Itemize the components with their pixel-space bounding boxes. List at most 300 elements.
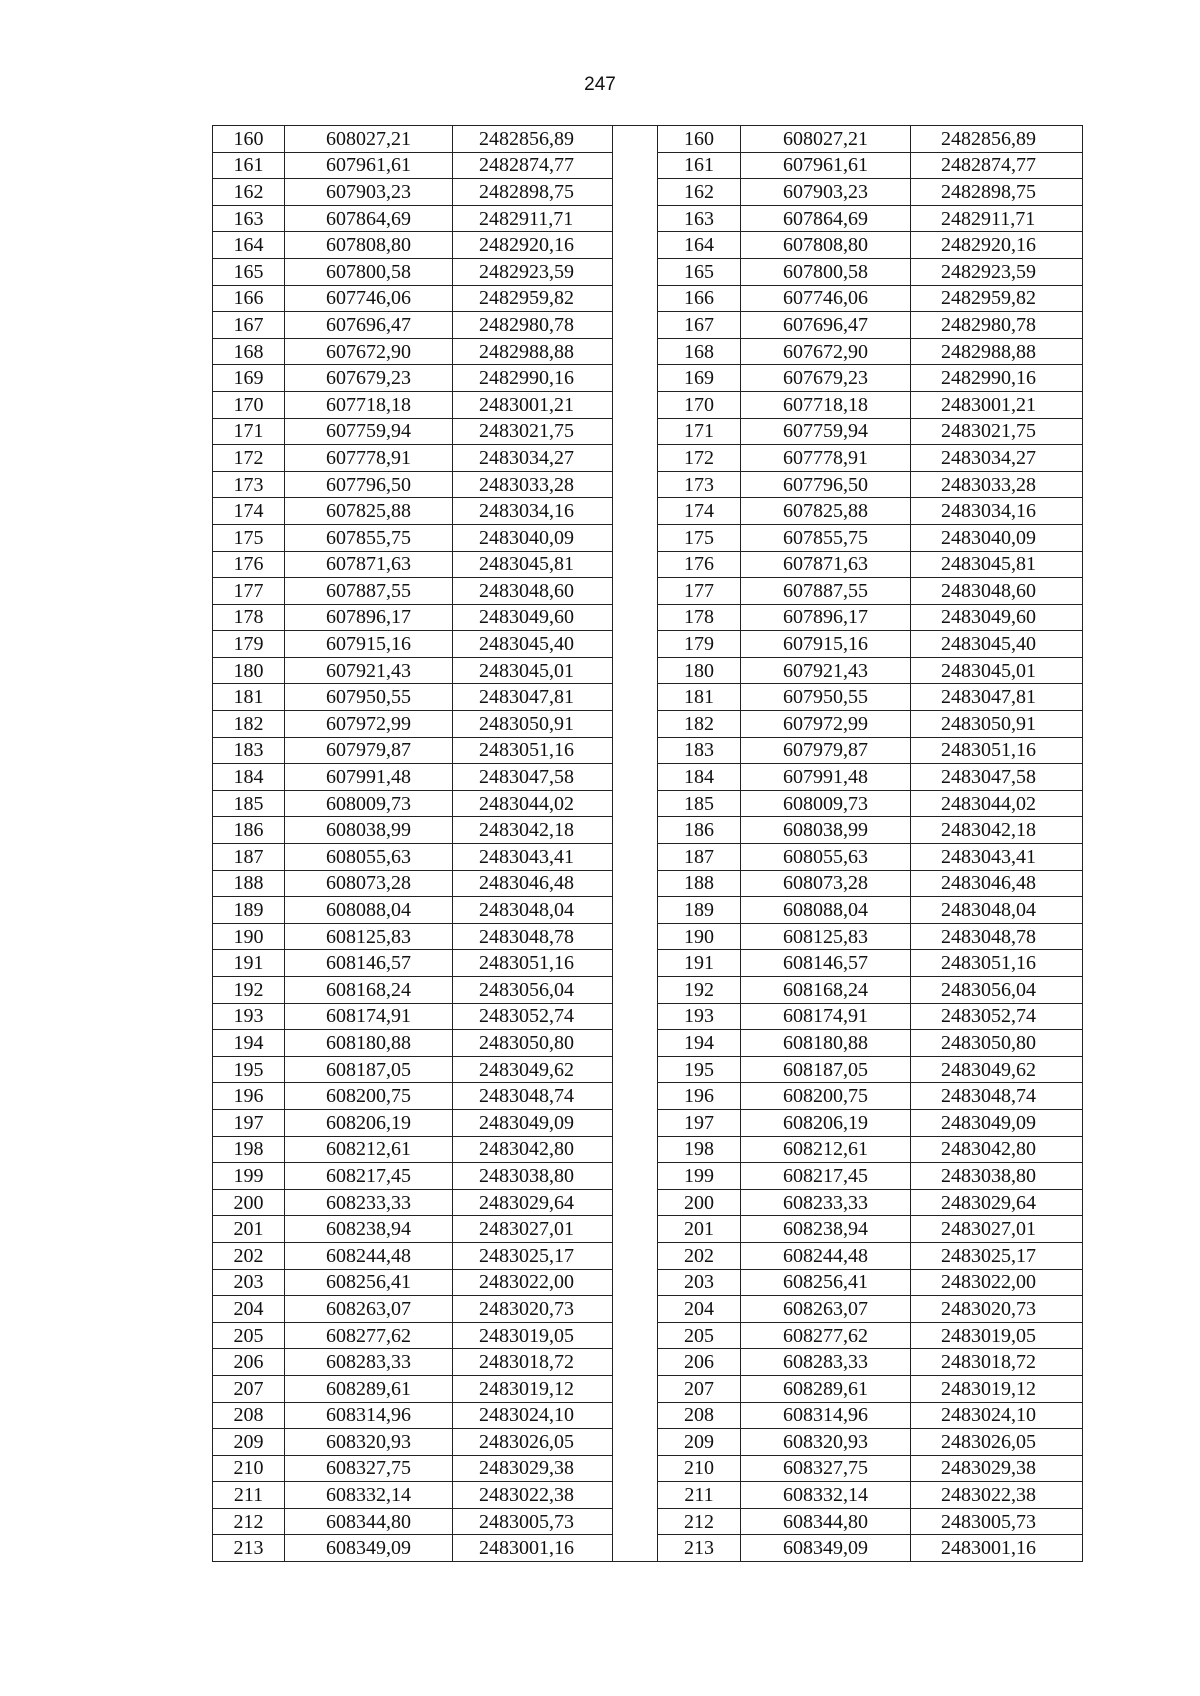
point-number-right: 163 — [658, 205, 741, 232]
y-coordinate-left: 2483001,16 — [453, 1535, 613, 1562]
column-gap — [613, 897, 658, 924]
table-row — [213, 1109, 1083, 1136]
table-row — [213, 445, 1083, 472]
table-row — [213, 338, 1083, 365]
point-number-left: 213 — [213, 1535, 285, 1562]
point-number-left: 161 — [213, 152, 285, 179]
point-number-right: 198 — [658, 1136, 741, 1163]
point-number-right: 207 — [658, 1375, 741, 1402]
x-coordinate-left: 607759,94 — [285, 418, 453, 445]
y-coordinate-left: 2483005,73 — [453, 1508, 613, 1535]
y-coordinate-right: 2483034,27 — [911, 445, 1083, 472]
point-number-right: 177 — [658, 578, 741, 605]
x-coordinate-right: 608125,83 — [741, 923, 911, 950]
table-row — [213, 844, 1083, 871]
point-number-left: 212 — [213, 1508, 285, 1535]
y-coordinate-right: 2482923,59 — [911, 258, 1083, 285]
column-gap — [613, 285, 658, 312]
y-coordinate-right: 2482920,16 — [911, 232, 1083, 259]
x-coordinate-left: 607800,58 — [285, 258, 453, 285]
x-coordinate-right: 608009,73 — [741, 790, 911, 817]
y-coordinate-left: 2483049,62 — [453, 1056, 613, 1083]
x-coordinate-right: 607696,47 — [741, 312, 911, 339]
x-coordinate-right: 607796,50 — [741, 471, 911, 498]
point-number-left: 203 — [213, 1269, 285, 1296]
column-gap — [613, 977, 658, 1004]
table-row — [213, 285, 1083, 312]
x-coordinate-right: 607825,88 — [741, 498, 911, 525]
point-number-right: 206 — [658, 1349, 741, 1376]
x-coordinate-left: 607864,69 — [285, 205, 453, 232]
table-row — [213, 1455, 1083, 1482]
point-number-left: 201 — [213, 1216, 285, 1243]
column-gap — [613, 578, 658, 605]
x-coordinate-left: 608125,83 — [285, 923, 453, 950]
table-row — [213, 1508, 1083, 1535]
table-row — [213, 126, 1083, 153]
y-coordinate-right: 2482990,16 — [911, 365, 1083, 392]
x-coordinate-right: 608206,19 — [741, 1109, 911, 1136]
table-row — [213, 391, 1083, 418]
x-coordinate-left: 608200,75 — [285, 1083, 453, 1110]
y-coordinate-right: 2483049,62 — [911, 1056, 1083, 1083]
point-number-left: 164 — [213, 232, 285, 259]
y-coordinate-right: 2483020,73 — [911, 1296, 1083, 1323]
x-coordinate-right: 607921,43 — [741, 657, 911, 684]
table-row — [213, 1242, 1083, 1269]
x-coordinate-left: 607961,61 — [285, 152, 453, 179]
x-coordinate-right: 607903,23 — [741, 179, 911, 206]
point-number-right: 166 — [658, 285, 741, 312]
y-coordinate-left: 2483047,81 — [453, 684, 613, 711]
x-coordinate-right: 608314,96 — [741, 1402, 911, 1429]
point-number-left: 191 — [213, 950, 285, 977]
y-coordinate-right: 2483048,74 — [911, 1083, 1083, 1110]
point-number-left: 192 — [213, 977, 285, 1004]
point-number-right: 169 — [658, 365, 741, 392]
point-number-left: 189 — [213, 897, 285, 924]
point-number-left: 210 — [213, 1455, 285, 1482]
x-coordinate-right: 607896,17 — [741, 604, 911, 631]
y-coordinate-left: 2483024,10 — [453, 1402, 613, 1429]
x-coordinate-left: 608244,48 — [285, 1242, 453, 1269]
x-coordinate-left: 608088,04 — [285, 897, 453, 924]
x-coordinate-left: 608344,80 — [285, 1508, 453, 1535]
y-coordinate-left: 2483052,74 — [453, 1003, 613, 1030]
table-row — [213, 1296, 1083, 1323]
point-number-right: 165 — [658, 258, 741, 285]
point-number-right: 176 — [658, 551, 741, 578]
y-coordinate-right: 2483042,18 — [911, 817, 1083, 844]
y-coordinate-right: 2483044,02 — [911, 790, 1083, 817]
point-number-left: 168 — [213, 338, 285, 365]
x-coordinate-right: 608349,09 — [741, 1535, 911, 1562]
x-coordinate-left: 607808,80 — [285, 232, 453, 259]
column-gap — [613, 1083, 658, 1110]
table-row — [213, 524, 1083, 551]
point-number-left: 197 — [213, 1109, 285, 1136]
y-coordinate-left: 2482856,89 — [453, 126, 613, 153]
y-coordinate-left: 2483042,18 — [453, 817, 613, 844]
x-coordinate-left: 607903,23 — [285, 179, 453, 206]
x-coordinate-right: 608038,99 — [741, 817, 911, 844]
point-number-left: 173 — [213, 471, 285, 498]
column-gap — [613, 1375, 658, 1402]
point-number-right: 208 — [658, 1402, 741, 1429]
point-number-left: 163 — [213, 205, 285, 232]
x-coordinate-right: 608289,61 — [741, 1375, 911, 1402]
x-coordinate-right: 608055,63 — [741, 844, 911, 871]
y-coordinate-right: 2483046,48 — [911, 870, 1083, 897]
y-coordinate-right: 2483045,40 — [911, 631, 1083, 658]
table-row — [213, 498, 1083, 525]
y-coordinate-right: 2483029,64 — [911, 1189, 1083, 1216]
column-gap — [613, 1030, 658, 1057]
y-coordinate-left: 2483048,78 — [453, 923, 613, 950]
y-coordinate-left: 2483056,04 — [453, 977, 613, 1004]
y-coordinate-left: 2483045,81 — [453, 551, 613, 578]
point-number-left: 165 — [213, 258, 285, 285]
y-coordinate-left: 2483049,60 — [453, 604, 613, 631]
point-number-left: 166 — [213, 285, 285, 312]
x-coordinate-left: 607921,43 — [285, 657, 453, 684]
column-gap — [613, 338, 658, 365]
table-row — [213, 1322, 1083, 1349]
x-coordinate-left: 607796,50 — [285, 471, 453, 498]
y-coordinate-left: 2483050,80 — [453, 1030, 613, 1057]
y-coordinate-left: 2482990,16 — [453, 365, 613, 392]
column-gap — [613, 418, 658, 445]
y-coordinate-right: 2483051,16 — [911, 737, 1083, 764]
y-coordinate-left: 2483001,21 — [453, 391, 613, 418]
point-number-left: 199 — [213, 1163, 285, 1190]
column-gap — [613, 737, 658, 764]
x-coordinate-right: 608256,41 — [741, 1269, 911, 1296]
point-number-right: 191 — [658, 950, 741, 977]
x-coordinate-right: 608277,62 — [741, 1322, 911, 1349]
y-coordinate-right: 2482856,89 — [911, 126, 1083, 153]
point-number-right: 186 — [658, 817, 741, 844]
x-coordinate-right: 607864,69 — [741, 205, 911, 232]
point-number-right: 193 — [658, 1003, 741, 1030]
column-gap — [613, 498, 658, 525]
y-coordinate-left: 2483042,80 — [453, 1136, 613, 1163]
point-number-right: 201 — [658, 1216, 741, 1243]
column-gap — [613, 258, 658, 285]
y-coordinate-right: 2483038,80 — [911, 1163, 1083, 1190]
x-coordinate-left: 607696,47 — [285, 312, 453, 339]
x-coordinate-left: 608009,73 — [285, 790, 453, 817]
x-coordinate-left: 608187,05 — [285, 1056, 453, 1083]
point-number-left: 202 — [213, 1242, 285, 1269]
table-row — [213, 1189, 1083, 1216]
table-row — [213, 604, 1083, 631]
column-gap — [613, 1109, 658, 1136]
y-coordinate-right: 2483022,00 — [911, 1269, 1083, 1296]
x-coordinate-right: 607679,23 — [741, 365, 911, 392]
table-row — [213, 205, 1083, 232]
table-row — [213, 790, 1083, 817]
x-coordinate-right: 608168,24 — [741, 977, 911, 1004]
point-number-right: 209 — [658, 1429, 741, 1456]
x-coordinate-left: 608277,62 — [285, 1322, 453, 1349]
point-number-left: 174 — [213, 498, 285, 525]
y-coordinate-left: 2483022,00 — [453, 1269, 613, 1296]
point-number-left: 190 — [213, 923, 285, 950]
table-row — [213, 1269, 1083, 1296]
x-coordinate-right: 607746,06 — [741, 285, 911, 312]
table-row — [213, 1163, 1083, 1190]
x-coordinate-left: 608263,07 — [285, 1296, 453, 1323]
y-coordinate-left: 2482911,71 — [453, 205, 613, 232]
x-coordinate-left: 608212,61 — [285, 1136, 453, 1163]
point-number-right: 192 — [658, 977, 741, 1004]
coordinates-table-body — [213, 126, 1083, 1562]
point-number-left: 162 — [213, 179, 285, 206]
point-number-right: 196 — [658, 1083, 741, 1110]
column-gap — [613, 844, 658, 871]
table-row — [213, 232, 1083, 259]
column-gap — [613, 524, 658, 551]
table-row — [213, 923, 1083, 950]
y-coordinate-left: 2483025,17 — [453, 1242, 613, 1269]
y-coordinate-right: 2483005,73 — [911, 1508, 1083, 1535]
x-coordinate-right: 608180,88 — [741, 1030, 911, 1057]
point-number-left: 200 — [213, 1189, 285, 1216]
column-gap — [613, 1003, 658, 1030]
x-coordinate-left: 608349,09 — [285, 1535, 453, 1562]
point-number-right: 205 — [658, 1322, 741, 1349]
column-gap — [613, 1056, 658, 1083]
point-number-left: 182 — [213, 711, 285, 738]
point-number-left: 207 — [213, 1375, 285, 1402]
x-coordinate-right: 608073,28 — [741, 870, 911, 897]
x-coordinate-right: 607672,90 — [741, 338, 911, 365]
y-coordinate-left: 2483022,38 — [453, 1482, 613, 1509]
y-coordinate-right: 2483049,09 — [911, 1109, 1083, 1136]
point-number-left: 183 — [213, 737, 285, 764]
x-coordinate-left: 608289,61 — [285, 1375, 453, 1402]
point-number-left: 160 — [213, 126, 285, 153]
y-coordinate-left: 2483019,05 — [453, 1322, 613, 1349]
y-coordinate-left: 2483049,09 — [453, 1109, 613, 1136]
column-gap — [613, 1136, 658, 1163]
x-coordinate-right: 608238,94 — [741, 1216, 911, 1243]
point-number-left: 194 — [213, 1030, 285, 1057]
column-gap — [613, 391, 658, 418]
point-number-left: 193 — [213, 1003, 285, 1030]
point-number-right: 212 — [658, 1508, 741, 1535]
point-number-right: 194 — [658, 1030, 741, 1057]
y-coordinate-right: 2483034,16 — [911, 498, 1083, 525]
y-coordinate-left: 2483047,58 — [453, 764, 613, 791]
x-coordinate-right: 608217,45 — [741, 1163, 911, 1190]
table-row — [213, 578, 1083, 605]
x-coordinate-left: 608320,93 — [285, 1429, 453, 1456]
table-row — [213, 471, 1083, 498]
column-gap — [613, 684, 658, 711]
table-row — [213, 258, 1083, 285]
y-coordinate-left: 2483045,01 — [453, 657, 613, 684]
table-row — [213, 1349, 1083, 1376]
x-coordinate-right: 607961,61 — [741, 152, 911, 179]
y-coordinate-right: 2483052,74 — [911, 1003, 1083, 1030]
point-number-right: 199 — [658, 1163, 741, 1190]
y-coordinate-left: 2483033,28 — [453, 471, 613, 498]
point-number-right: 213 — [658, 1535, 741, 1562]
x-coordinate-left: 608168,24 — [285, 977, 453, 1004]
column-gap — [613, 870, 658, 897]
x-coordinate-left: 608327,75 — [285, 1455, 453, 1482]
y-coordinate-right: 2483027,01 — [911, 1216, 1083, 1243]
x-coordinate-left: 607679,23 — [285, 365, 453, 392]
column-gap — [613, 711, 658, 738]
y-coordinate-right: 2483050,80 — [911, 1030, 1083, 1057]
point-number-right: 183 — [658, 737, 741, 764]
column-gap — [613, 551, 658, 578]
y-coordinate-left: 2483018,72 — [453, 1349, 613, 1376]
x-coordinate-right: 608283,33 — [741, 1349, 911, 1376]
x-coordinate-left: 608233,33 — [285, 1189, 453, 1216]
y-coordinate-right: 2483001,16 — [911, 1535, 1083, 1562]
table-row — [213, 631, 1083, 658]
x-coordinate-right: 607855,75 — [741, 524, 911, 551]
y-coordinate-right: 2483033,28 — [911, 471, 1083, 498]
y-coordinate-left: 2483044,02 — [453, 790, 613, 817]
column-gap — [613, 1163, 658, 1190]
x-coordinate-left: 607950,55 — [285, 684, 453, 711]
point-number-left: 205 — [213, 1322, 285, 1349]
column-gap — [613, 1189, 658, 1216]
column-gap — [613, 604, 658, 631]
y-coordinate-left: 2483051,16 — [453, 737, 613, 764]
point-number-right: 171 — [658, 418, 741, 445]
y-coordinate-left: 2483043,41 — [453, 844, 613, 871]
y-coordinate-left: 2483027,01 — [453, 1216, 613, 1243]
x-coordinate-right: 607808,80 — [741, 232, 911, 259]
y-coordinate-left: 2483048,04 — [453, 897, 613, 924]
column-gap — [613, 1429, 658, 1456]
point-number-right: 180 — [658, 657, 741, 684]
column-gap — [613, 179, 658, 206]
column-gap — [613, 1322, 658, 1349]
y-coordinate-right: 2482898,75 — [911, 179, 1083, 206]
x-coordinate-left: 607991,48 — [285, 764, 453, 791]
point-number-left: 206 — [213, 1349, 285, 1376]
point-number-right: 188 — [658, 870, 741, 897]
x-coordinate-right: 607915,16 — [741, 631, 911, 658]
column-gap — [613, 126, 658, 153]
point-number-left: 171 — [213, 418, 285, 445]
y-coordinate-right: 2483045,01 — [911, 657, 1083, 684]
column-gap — [613, 950, 658, 977]
y-coordinate-right: 2483021,75 — [911, 418, 1083, 445]
table-row — [213, 365, 1083, 392]
column-gap — [613, 1296, 658, 1323]
x-coordinate-right: 608263,07 — [741, 1296, 911, 1323]
y-coordinate-left: 2482923,59 — [453, 258, 613, 285]
y-coordinate-right: 2483056,04 — [911, 977, 1083, 1004]
point-number-left: 181 — [213, 684, 285, 711]
point-number-right: 195 — [658, 1056, 741, 1083]
column-gap — [613, 152, 658, 179]
table-row — [213, 1030, 1083, 1057]
table-row — [213, 418, 1083, 445]
x-coordinate-left: 608180,88 — [285, 1030, 453, 1057]
y-coordinate-left: 2483040,09 — [453, 524, 613, 551]
point-number-right: 168 — [658, 338, 741, 365]
point-number-right: 204 — [658, 1296, 741, 1323]
x-coordinate-right: 608146,57 — [741, 950, 911, 977]
x-coordinate-right: 607778,91 — [741, 445, 911, 472]
y-coordinate-right: 2483026,05 — [911, 1429, 1083, 1456]
x-coordinate-left: 608038,99 — [285, 817, 453, 844]
y-coordinate-right: 2483048,60 — [911, 578, 1083, 605]
column-gap — [613, 657, 658, 684]
table-row — [213, 950, 1083, 977]
point-number-right: 190 — [658, 923, 741, 950]
column-gap — [613, 817, 658, 844]
point-number-right: 181 — [658, 684, 741, 711]
point-number-right: 200 — [658, 1189, 741, 1216]
y-coordinate-right: 2483049,60 — [911, 604, 1083, 631]
y-coordinate-left: 2483026,05 — [453, 1429, 613, 1456]
table-row — [213, 179, 1083, 206]
table-row — [213, 1535, 1083, 1562]
y-coordinate-left: 2483046,48 — [453, 870, 613, 897]
x-coordinate-right: 608187,05 — [741, 1056, 911, 1083]
y-coordinate-left: 2483051,16 — [453, 950, 613, 977]
column-gap — [613, 312, 658, 339]
y-coordinate-right: 2483029,38 — [911, 1455, 1083, 1482]
column-gap — [613, 1269, 658, 1296]
x-coordinate-left: 608314,96 — [285, 1402, 453, 1429]
x-coordinate-right: 607800,58 — [741, 258, 911, 285]
point-number-right: 210 — [658, 1455, 741, 1482]
point-number-right: 174 — [658, 498, 741, 525]
point-number-right: 202 — [658, 1242, 741, 1269]
x-coordinate-right: 608027,21 — [741, 126, 911, 153]
y-coordinate-left: 2483029,64 — [453, 1189, 613, 1216]
table-row — [213, 152, 1083, 179]
table-row — [213, 1429, 1083, 1456]
y-coordinate-left: 2482988,88 — [453, 338, 613, 365]
y-coordinate-right: 2483043,41 — [911, 844, 1083, 871]
y-coordinate-right: 2483047,58 — [911, 764, 1083, 791]
y-coordinate-right: 2483048,78 — [911, 923, 1083, 950]
x-coordinate-right: 608174,91 — [741, 1003, 911, 1030]
column-gap — [613, 471, 658, 498]
column-gap — [613, 365, 658, 392]
point-number-right: 184 — [658, 764, 741, 791]
y-coordinate-right: 2483050,91 — [911, 711, 1083, 738]
y-coordinate-right: 2483040,09 — [911, 524, 1083, 551]
point-number-right: 164 — [658, 232, 741, 259]
x-coordinate-left: 608073,28 — [285, 870, 453, 897]
column-gap — [613, 923, 658, 950]
point-number-left: 188 — [213, 870, 285, 897]
x-coordinate-left: 607887,55 — [285, 578, 453, 605]
point-number-left: 211 — [213, 1482, 285, 1509]
x-coordinate-left: 607915,16 — [285, 631, 453, 658]
point-number-left: 177 — [213, 578, 285, 605]
column-gap — [613, 1402, 658, 1429]
y-coordinate-left: 2483038,80 — [453, 1163, 613, 1190]
x-coordinate-left: 607855,75 — [285, 524, 453, 551]
point-number-right: 172 — [658, 445, 741, 472]
y-coordinate-right: 2483048,04 — [911, 897, 1083, 924]
x-coordinate-left: 608055,63 — [285, 844, 453, 871]
